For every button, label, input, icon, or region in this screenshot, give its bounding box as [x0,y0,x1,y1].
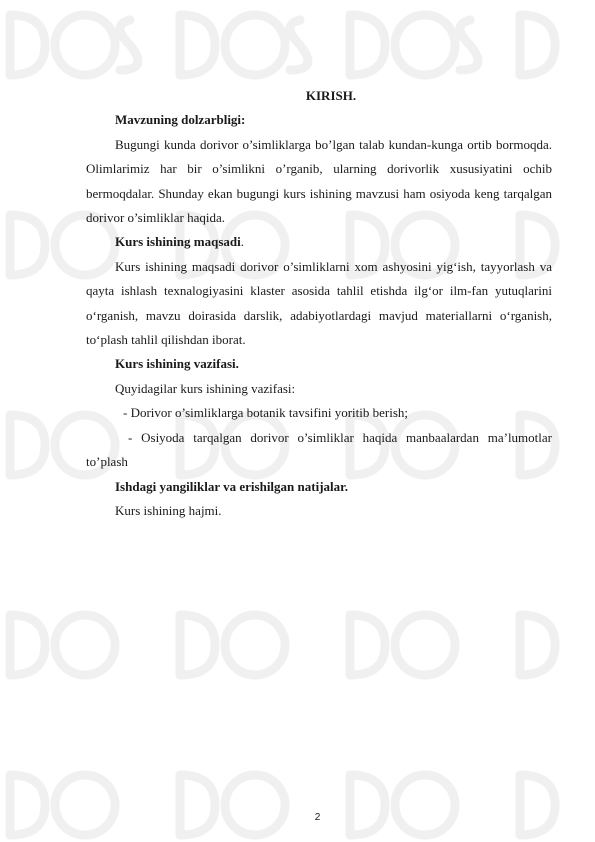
task-item-1: - Dorivor o’simliklarga botanik tavsifini yoritib berish; [123,405,408,421]
novelty-heading: Ishdagi yangiliklar va erishilgan natijalar. [115,478,348,494]
purpose-paragraph: Kurs ishining maqsadi dorivor o’simliklarni xom ashyosini yig‘ish, tayyorlash va qayta ishlash texnalogiyasini klaster asosida tahlil etishda ilg‘or ilm-fan yutuqlarini o‘rganish, mavzu doirasida darslik, adabiyotlardagi mavjud materiallarni o‘rganish, to‘plash tahlil qilishdan iborat. [86,258,552,348]
relevance-paragraph: Bugungi kunda dorivor o’simliklarga bo’lgan talab kundan-kunga ortib bormoqda. Olimlarimiz har bir o’simlikni o’rganib, ularning dorivorlik xususiyatini ochib bermoqdalar. Shunday ekan bugungi kurs ishining mavzusi ham osiyoda keng tarqalgan dorivor o’simliklar haqida. [86,136,552,226]
purpose-heading [86,230,552,254]
tasks-intro: Quyidagilar kurs ishining vazifasi: [115,380,296,396]
relevance-heading: Mavzuning dolzarbligi: [115,112,246,128]
page-number: 2 [314,812,321,823]
document-page [86,84,552,523]
purpose-heading-suffix: . [240,234,244,250]
page-title: KIRISH. [305,88,357,103]
task-item-2: - Osiyoda tarqalgan dorivor o’simliklar haqida manbaalardan ma’lumotlar to’plash [86,429,552,470]
volume-text: Kurs ishining hajmi. [115,502,222,518]
purpose-heading-text: Kurs ishining maqsadi [115,234,241,250]
tasks-heading: Kurs ishining vazifasi. [115,356,239,372]
